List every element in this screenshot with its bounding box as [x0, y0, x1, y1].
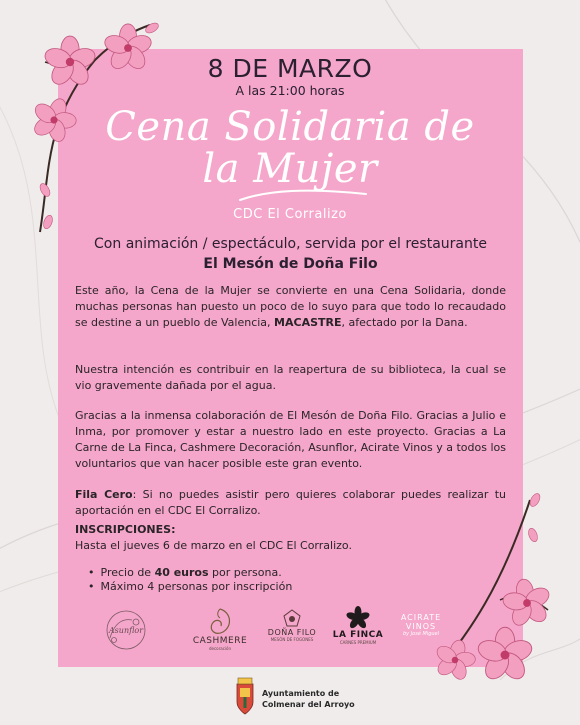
acirate-signature: by José Miguel	[402, 631, 440, 637]
bud-icon	[144, 21, 160, 35]
footer-line-1: Ayuntamiento de	[262, 689, 340, 698]
list-item-price: • Precio de 40 euros por persona.	[88, 566, 292, 580]
title-line-1: Cena Solidaria de	[105, 104, 475, 150]
bud-icon	[38, 182, 52, 198]
flower-icon	[498, 575, 557, 632]
inscripciones-text: Hasta el jueves 6 de marzo en el CDC El Corralizo.	[75, 539, 352, 552]
title-line-2: la Mujer	[202, 146, 378, 192]
restaurant-name: El Mesón de Doña Filo	[203, 256, 378, 272]
venue-name: CDC El Corralizo	[233, 207, 347, 222]
flower-icon	[476, 627, 535, 683]
fila-cero-paragraph: Fila Cero: Si no puedes asistir pero quieres colaborar puedes realizar tu aportación en el CDC El Corralizo.	[75, 488, 506, 517]
event-time: A las 21:00 horas	[235, 83, 345, 98]
paragraph-1: Este año, la Cena de la Mujer se convierte en una Cena Solidaria, donde muchas personas han puesto un poco de lo suyo para que todo lo recaudado se destine a un pueblo de Valencia, MACASTRE, afectado por la Dana.	[75, 284, 506, 329]
dona-filo-sub: MESÓN DE FOGONES	[270, 637, 314, 642]
acirate-name-1: ACIRATE	[400, 613, 442, 622]
bud-icon	[527, 527, 539, 543]
paragraph-2: Nuestra intención es contribuir en la reapertura de su biblioteca, la cual se vio gravemente dañada por el agua.	[75, 363, 506, 392]
flower-icon	[429, 635, 481, 686]
event-date: 8 DE MARZO	[207, 54, 373, 83]
acirate-name-2: VINOS	[405, 622, 437, 631]
bud-icon	[528, 492, 542, 508]
list-item-max: • Máximo 4 personas por inscripción	[88, 580, 292, 594]
macastre-bold: MACASTRE	[274, 316, 342, 329]
dona-filo-name: DOÑA FILO	[267, 628, 317, 637]
svg-text:Asunflor: Asunflor	[108, 626, 144, 635]
cashmere-name: CASHMERE	[192, 636, 248, 646]
fila-cero-label: Fila Cero	[75, 488, 133, 501]
flower-icon	[43, 36, 98, 88]
footer-line-2: Colmenar del Arroyo	[262, 700, 355, 709]
cashmere-sub: decoración	[208, 646, 232, 651]
bud-icon	[42, 214, 54, 230]
la-finca-sub: CARNES PREMIUM	[339, 640, 377, 645]
inscripciones-label: INSCRIPCIONES:	[75, 523, 176, 536]
paragraph-3: Gracias a la inmensa colaboración de El Mesón de Doña Filo. Gracias a Julio e Inma, por promover y estar a nuestro lado en este proyecto. Gracias a La Carne de La Finca, Cashmere Decoración, Asunflor, Acirate Vinos y a todos los voluntarios que van hacer posible este gran evento.	[75, 409, 506, 470]
la-finca-name: LA FINCA	[332, 630, 384, 640]
intro-line: Con animación / espectáculo, servida por el restaurante	[94, 236, 487, 252]
